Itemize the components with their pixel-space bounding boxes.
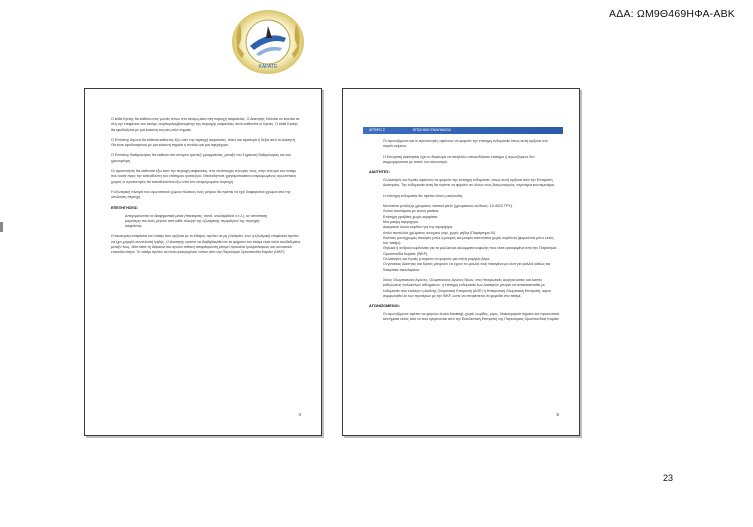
article-label: ΑΡΘΡΟ 2 (369, 128, 385, 132)
paragraph: Οι Διαιτητές και Κριτές οφείλουν να φορούν την επίσημη ενδυμασία, όπως αυτή ορίζεται από την Επιτροπή Διαιτησίας. Την ενδυμασία αυτή θα πρέπει να φορούν σε όλους τους διαγωνισμούς, σεμινάρια και σεμινάρια. (383, 178, 556, 188)
paragraph: Οι αγωνιζόμενοι και οι προπονητές οφείλουν να φορούν την επίσημη ενδυμασία όπως αυτή ορίζεται στο παρόν κείμενο. (383, 139, 548, 149)
list-item: Μια μαύρη σφυρίχτρα. (383, 219, 419, 224)
list-item: Κάλτσες μονόχρωμες σκούρες μπλε ή μαύρες και μαύρα παπούτσια χωρίς κορδόνια (φορούνται μόνο εκτός του τατάμι). (383, 235, 554, 246)
list-item: Διακριτικό λευκό κορδόνι για την σφυρίχτρα. (383, 225, 454, 230)
page-number: 5 (556, 412, 559, 417)
paragraph: Η Επιτροπή Διαιτησίας έχει το δικαίωμα να αποβάλει οποιονδήποτε επίσημο ή αγωνιζόμενο δεν συμμορφώνεται με αυτόν τον κανονισμό. (383, 154, 535, 164)
list-item: Μονόπετο μπλέιζερ χρώματος ναυτικό μπλε (χρωματικός κώδικας: 19-4023 TPX). (383, 204, 513, 209)
edge-marker (0, 222, 3, 232)
list-item: Θηλυκό ή ανδρικό κορδονάκι για τα μαλλιά και καλύμματα κεφαλής που είναι εγκεκριμένα από την Παγκόσμια Ομοσπονδία Καράτε (WKF). (383, 246, 557, 256)
paragraph: Οι αγωνιζόμενοι πρέπει να φορούν λευκό Karategi, χωρίς λωρίδες, ρίγες, διακοσμητικά σήματα και προσωπικά κεντήματα εκτός από τα που εγκρίνονται από την Εκτελεστική Επιτροπή της Παγκόσμιας Ομοσπονδίας Καράτε (383, 312, 559, 322)
section-heading: ΑΓΩΝΙΖΟΜΕΝΟΙ: (369, 304, 400, 309)
list-item: Οι Διαιτητές και Κριτές μπορούν να φορούν μια απλή γαμήλια βέρα. (383, 257, 491, 262)
list-item: ασφαλείας. (125, 224, 143, 229)
paragraph: Η εσωτερική επιφάνεια του τατάμι που ορίζεται με το έδαφος πρέπει να μη γλιστράει, ενώ η εξωτερική επιφάνεια πρέπει να έχει χαμηλό συντελεστή τριβής. Ο Διαιτητής πρέπει να διαβεβαιωθεί ότι τα τμήματα του τατάμι είναι καλά συνδεδεμένα μεταξύ τους, διότι κατά τη διάρκεια του αγώνα πιθανή απομάκρυνση μπορεί προκαλεί τραυματισμούς και συνιστούν επικινδυνότητα. Το τατάμι πρέπει να είναι εγκεκριμένου τύπου από την Παγκόσμια Ομοσπονδία Καράτε (WKF). (111, 234, 301, 255)
paragraph: Η εξωτερική πλευρά του αγωνιστικού χώρου πλάτους ενός μέτρου θα πρέπει να έχει διαφορετικό χρώμα από την υπόλοιπη περιοχή. (111, 189, 291, 200)
sheet-number: 23 (662, 473, 673, 483)
article-title: ΕΠΙΣΗΜΗ ΕΝΔΥΜΑΣΙΑ (413, 128, 451, 132)
list-item: Οι γυναίκες Διαιτητές και Κριτές μπορούν να έχουν τα μαλλιά τους πιασμένα με κλιπ για μαλλιά καθώς και διακριτικά σκουλαρίκια. (383, 262, 551, 272)
paragraph: Ο Επόπτης Βαθμολογίας θα κάθεται στο υπόγειο τραπέζι γραμματείας, μεταξύ του Σημειωτή Βαθμολογίας και του χρονομέτρη. (111, 153, 292, 163)
section-heading: ΕΠΕΞΗΓΗΣΕΙΣ: (111, 205, 139, 210)
karate-federation-logo (228, 8, 308, 76)
paragraph: Ο κάθε Κριτής θα κάθεται στις γωνίες πάνω στο τατάμι μέσα στη περιοχή ασφαλείας. Ο Διαιτητής δύναται να κινείται σε όλη την επιφάνεια του τατάμι, συμπεριλαμβανομένης της περιοχής ασφαλείας όπου κάθονται οι Κριτές. Ο κάθε Κριτής θα εφοδιάζεται με μια κόκκινη και μια μπλε σημαία. (111, 117, 300, 132)
karate-emblem-icon (228, 8, 308, 76)
list-item: Λευκό πουκάμισο με κοντά μανίκια. (383, 209, 440, 214)
list-item: Απαγορεύονται τα διαφημιστικά μέσα (πανκάρτες, πανό, αναλαμβάνει κ.τ.λ.), σε απόσταση (125, 213, 268, 218)
article-ribbon (363, 127, 563, 134)
list-item: Επίσημη γραβάτα χωρίς καρφίτσα. (383, 214, 439, 219)
list-item: μικρότερη του ενός μέτρου από κάθε πλευρά της εξωτερικής περιμέτρου της περιοχής (125, 218, 261, 223)
paragraph: Στους Ολυμπιακούς Αγώνες, Ολυμπιακούς Αγώνες Νέων, στις Ηπειρωτικές Διοργανώσεις και λοιπές εκδηλώσεις πολλαπλών αθλημάτων, η επίσημη ενδυμασία των Διαιτητών μπορεί να αντικατασταθεί με ενδυμασία που επιλέγει η Διεθνής Ολυμπιακή Επιτροπή (ΔΟΕ) ή Ηπειρωτική Ολυμπιακή Επιτροπή, αφού συμφωνηθεί εκ των προτέρων με την WKF, ώστε να επιτρέπεται να φορεθεί στο τατάμι. (383, 277, 551, 298)
document-page-left (84, 88, 322, 436)
list-item: Απλό παντελόνι χρώματος ανοιχτού γκρι, χωρίς ρεβέρ (Παράρτημα IX). (383, 230, 497, 235)
document-page-right (342, 88, 580, 436)
ada-code: ΑΔΑ: ΩΜ9Θ469ΗΦΑ-ΑΒΚ (609, 8, 735, 20)
paragraph: Ο Επόπτης Αγώνα θα κάθεται καθιστός έξω από την περιοχή ασφαλείας, πίσω και αριστερά ή δεξιά από το Διαιτητή. Θα είναι εφοδιασμένος με μια κόκκινη σημαία ή σινιάλο και μια σφυρίχτρα. (111, 137, 296, 148)
logo-text: ΚΑΡΑΤΕ (258, 64, 278, 70)
page-number: 4 (298, 412, 301, 417)
section-heading: ΔΙΑΙΤΗΤΕΣ: (369, 170, 391, 175)
paragraph: Οι προπονητές θα κάθονται έξω από την περιοχή ασφαλείας, στις αντίστοιχες πλευρές τους, στην πλευρά του τατάμι που κοιτά προς την κατεύθυνση του επίσημου τραπεζιού. Οποτεδήποτε χρησιμοποιείται υπερυψωμένος αγωνιστικός χώρος οι προπονητές θα τοποθετούνται έξω από τον υπερυψωμένο περιοχή. (111, 169, 297, 184)
paragraph: Η επίσημη ενδυμασία θα πρέπει είναι η ακόλουθη: (383, 193, 463, 198)
